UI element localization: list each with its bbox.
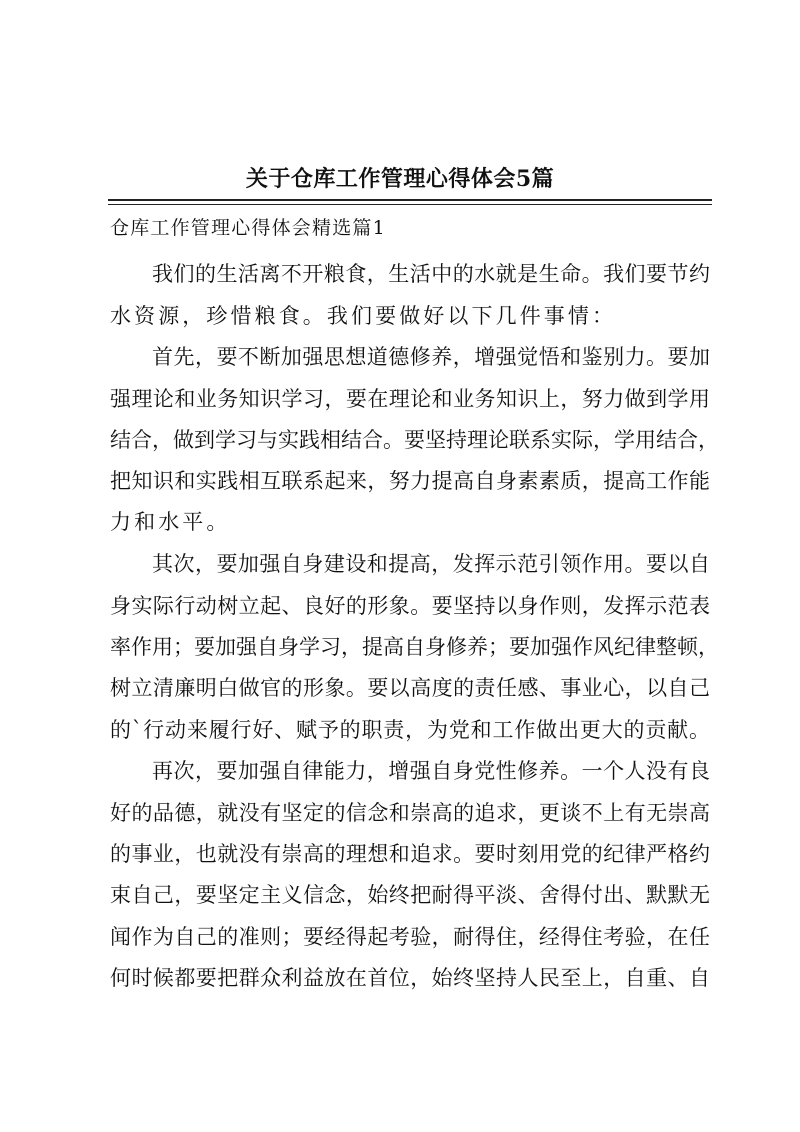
paragraph-line: 再次，要加强自律能力，增强自身党性修养。一个人没有良	[152, 759, 710, 783]
paragraph-line: 的`行动来履行好、赋予的职责，为党和工作做出更大的贡献。	[110, 718, 710, 742]
paragraph-line: 结合，做到学习与实践相结合。要坚持理论联系实际，学用结合，	[110, 428, 719, 452]
paragraph-line: 把知识和实践相互联系起来，努力提高自身素素质，提高工作能	[110, 469, 710, 493]
paragraph-line: 束自己，要坚定主义信念，始终把耐得平淡、舍得付出、默默无	[110, 883, 710, 907]
paragraph-line: 何时候都要把群众利益放在首位，始终坚持人民至上，自重、自	[110, 966, 710, 990]
paragraph-line: 好的品德，就没有坚定的信念和崇高的追求，更谈不上有无崇高	[110, 801, 710, 825]
paragraph-line: 闻作为自己的准则；要经得起考验，耐得住，经得住考验，在任	[110, 925, 710, 949]
paragraph-line: 我们的生活离不开粮食，生活中的水就是生命。我们要节约	[152, 262, 710, 286]
paragraph-line: 率作用；要加强自身学习，提高自身修养；要加强作风纪律整顿，	[110, 635, 719, 659]
paragraph-line: 其次，要加强自身建设和提高，发挥示范引领作用。要以自	[152, 552, 710, 576]
title-divider	[108, 199, 712, 205]
paragraph-line: 首先，要不断加强思想道德修养，增强觉悟和鉴别力。要加	[152, 345, 710, 369]
paragraph-line: 水资源，珍惜粮食。我们要做好以下几件事情：	[110, 304, 617, 328]
paragraph-line: 力和水平。	[110, 510, 231, 534]
document-title: 关于仓库工作管理心得体会5篇	[245, 166, 555, 192]
paragraph-line: 树立清廉明白做官的形象。要以高度的责任感、事业心，以自己	[110, 676, 710, 700]
paragraph-line: 强理论和业务知识学习，要在理论和业务知识上，努力做到学用	[110, 387, 710, 411]
section-heading: 仓库工作管理心得体会精选篇1	[110, 217, 386, 239]
paragraph-line: 身实际行动树立起、良好的形象。要坚持以身作则，发挥示范表	[110, 594, 710, 618]
paragraph-line: 的事业，也就没有崇高的理想和追求。要时刻用党的纪律严格约	[110, 842, 710, 866]
